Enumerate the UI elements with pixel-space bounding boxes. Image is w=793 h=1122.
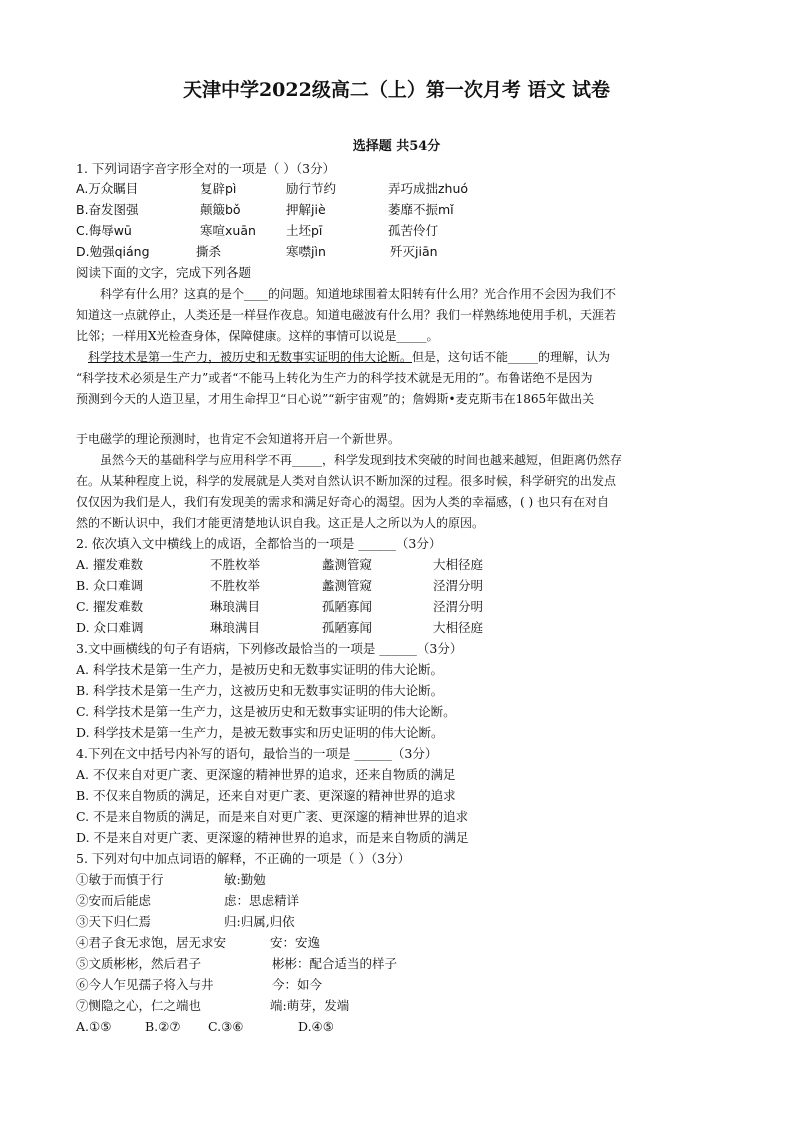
- q1-d-2: 撕杀: [196, 244, 222, 259]
- passage-line-2: 知道这一点就停止，人类还是一样昼作夜息。知道电磁波有什么用？我们一样熟练地使用手机，天涯若: [76, 308, 617, 322]
- passage-line-11: 然的不断认识中，我们才能更清楚地认识自我。这正是人之所以为人的原因。: [76, 516, 485, 530]
- passage-line-3: 比邻；一样用X光检查身体，保障健康。这样的事情可以说是_____。: [76, 329, 439, 343]
- passage-intro: 阅读下面的文字，完成下列各题: [76, 265, 252, 280]
- q5-item-4-gloss: 安：安逸: [270, 935, 321, 950]
- q5-answer-c: C.③⑥: [208, 1019, 244, 1034]
- q2-d-3: 孤陋寡闻: [322, 620, 373, 635]
- q1-a-2: 复辟pì: [200, 181, 237, 196]
- q1-c-2: 寒喧xuān: [200, 223, 256, 238]
- q2-c-1: C. 擢发难数: [76, 599, 144, 614]
- q3-stem: 3.文中画横线的句子有语病，下列修改最恰当的一项是 ______（3分）: [76, 641, 463, 656]
- q5-answer-b: B.②⑦: [145, 1019, 181, 1034]
- passage-line-1: 科学有什么用？这真的是个____的问题。知道地球围着太阳转有什么用？光合作用不会因为我们不: [76, 287, 617, 301]
- q1-c-4: 孤苦伶仃: [388, 223, 439, 238]
- q2-a-3: 蠡测管窥: [322, 557, 373, 572]
- q2-b-1: B. 众口难调: [76, 578, 144, 593]
- passage-line-6: 预测到今天的人造卫星，才用生命捍卫“日心说”“新宇宙观”的；詹姆斯•麦克斯韦在1865年做出关: [76, 392, 595, 406]
- q2-d-1: D. 众口难调: [76, 620, 144, 635]
- q3-option-c: C. 科学技术是第一生产力，这是被历史和无数事实证明的伟大论断。: [76, 704, 456, 719]
- q2-c-2: 琳琅满目: [210, 599, 261, 614]
- q2-c-4: 泾渭分明: [433, 599, 484, 614]
- q2-a-4: 大相径庭: [433, 557, 484, 572]
- q5-answer-d: D.④⑤: [298, 1019, 334, 1034]
- q2-b-3: 蠡测管窥: [322, 578, 373, 593]
- q2-b-2: 不胜枚举: [210, 578, 261, 593]
- q5-item-2-sentence: ②安而后能虑: [76, 893, 152, 908]
- q5-item-5-sentence: ⑤文质彬彬，然后君子: [76, 956, 202, 971]
- q1-d-3: 寒噤jìn: [286, 244, 326, 259]
- q2-a-2: 不胜枚举: [210, 557, 261, 572]
- q4-stem: 4.下列在文中括号内补写的语句，最恰当的一项是 ______（3分）: [76, 746, 438, 761]
- q1-c-1: C.侮辱wū: [76, 223, 132, 238]
- q2-c-3: 孤陋寡闻: [322, 599, 373, 614]
- q2-d-2: 琳琅满目: [210, 620, 261, 635]
- passage-line-8: 虽然今天的基础科学与应用科学不再_____，科学发现到技术突破的时间也越来越短，但距离仍然存: [76, 453, 623, 467]
- q5-item-6-sentence: ⑥今人乍见孺子将入与井: [76, 977, 214, 992]
- passage-line-9: 在。从某种程度上说，科学的发展就是人类对自然认识不断加深的过程。很多时候，科学研究的出发点: [76, 474, 617, 488]
- passage-line-5: “科学技术必须是生产力”或者“不能马上转化为生产力的科学技术就是无用的”。布鲁诺绝不是因为: [76, 371, 593, 385]
- q5-item-5-gloss: 彬彬：配合适当的样子: [272, 956, 398, 971]
- passage-line-10: 仅仅因为我们是人，我们有发现美的需求和满足好奇心的渴望。因为人类的幸福感，( ) 也只有在对自: [76, 495, 609, 509]
- q5-stem: 5. 下列对句中加点词语的解释，不正确的一项是（ ）（3分）: [76, 851, 411, 866]
- q1-stem: 1. 下列词语字音字形全对的一项是（ ）（3分）: [76, 161, 336, 176]
- passage-line-7: 于电磁学的理论预测时，也肯定不会知道将开启一个新世界。: [76, 432, 401, 446]
- q1-d-4: 歼灭jiān: [390, 244, 438, 259]
- q3-option-b: B. 科学技术是第一生产力，这被历史和无数事实证明的伟大论断。: [76, 683, 444, 698]
- exam-title: 天津中学2022级高二（上）第一次月考 语文 试卷: [182, 79, 611, 101]
- q5-item-7-gloss: 端:萌芽，发端: [270, 998, 350, 1013]
- q1-b-4: 萎靡不振mǐ: [388, 202, 454, 217]
- q5-item-3-sentence: ③天下归仁焉: [76, 914, 152, 929]
- q5-answer-a: A.①⑤: [76, 1019, 112, 1034]
- passage-line-4-rest: 但是，这句话不能_____的理解，认为: [412, 350, 611, 364]
- q5-item-7-sentence: ⑦恻隐之心，仁之端也: [76, 998, 202, 1013]
- q4-option-b: B. 不仅来自物质的满足，还来自对更广袤、更深邃的精神世界的追求: [76, 788, 456, 803]
- underlined-sentence: 科学技术是第一生产力，被历史和无数事实证明的伟大论断。: [88, 350, 413, 364]
- passage-line-4: [88, 349, 610, 365]
- section-heading: 选择题 共54分: [352, 139, 441, 154]
- q5-item-1-gloss: 敏:勤勉: [224, 872, 266, 887]
- q4-option-a: A. 不仅来自对更广袤、更深邃的精神世界的追求，还来自物质的满足: [76, 767, 456, 782]
- q1-a-3: 励行节约: [286, 181, 337, 196]
- q2-stem: 2. 依次填入文中横线上的成语，全都恰当的一项是 ______（3分）: [76, 536, 442, 551]
- q5-item-3-gloss: 归:归属,归依: [224, 914, 295, 929]
- q1-b-3: 押解jiè: [286, 202, 326, 217]
- q5-item-1-sentence: ①敏于而慎于行: [76, 872, 164, 887]
- q1-b-1: B.奋发图强: [76, 202, 139, 217]
- q4-option-c: C. 不是来自物质的满足，而是来自对更广袤、更深邃的精神世界的追求: [76, 809, 469, 824]
- q1-d-1: D.勉强qiáng: [76, 244, 150, 259]
- q2-d-4: 大相径庭: [433, 620, 484, 635]
- q1-a-4: 弄巧成拙zhuó: [388, 181, 469, 196]
- q4-option-d: D. 不是来自对更广袤、更深邃的精神世界的追求，而是来自物质的满足: [76, 830, 469, 845]
- q5-item-4-sentence: ④君子食无求饱，居无求安: [76, 935, 227, 950]
- q5-item-2-gloss: 虑：思虑精详: [224, 893, 300, 908]
- q1-c-3: 土坯pī: [286, 223, 323, 238]
- q3-option-a: A. 科学技术是第一生产力，是被历史和无数事实证明的伟大论断。: [76, 662, 443, 677]
- q3-option-d: D. 科学技术是第一生产力，是被无数事实和历史证明的伟大论断。: [76, 725, 444, 740]
- q5-item-6-gloss: 今：如今: [272, 977, 323, 992]
- q1-a-1: A.万众瞩目: [76, 181, 139, 196]
- q1-b-2: 颠簸bǒ: [200, 202, 241, 217]
- q2-a-1: A. 擢发难数: [76, 557, 143, 572]
- q2-b-4: 泾渭分明: [433, 578, 484, 593]
